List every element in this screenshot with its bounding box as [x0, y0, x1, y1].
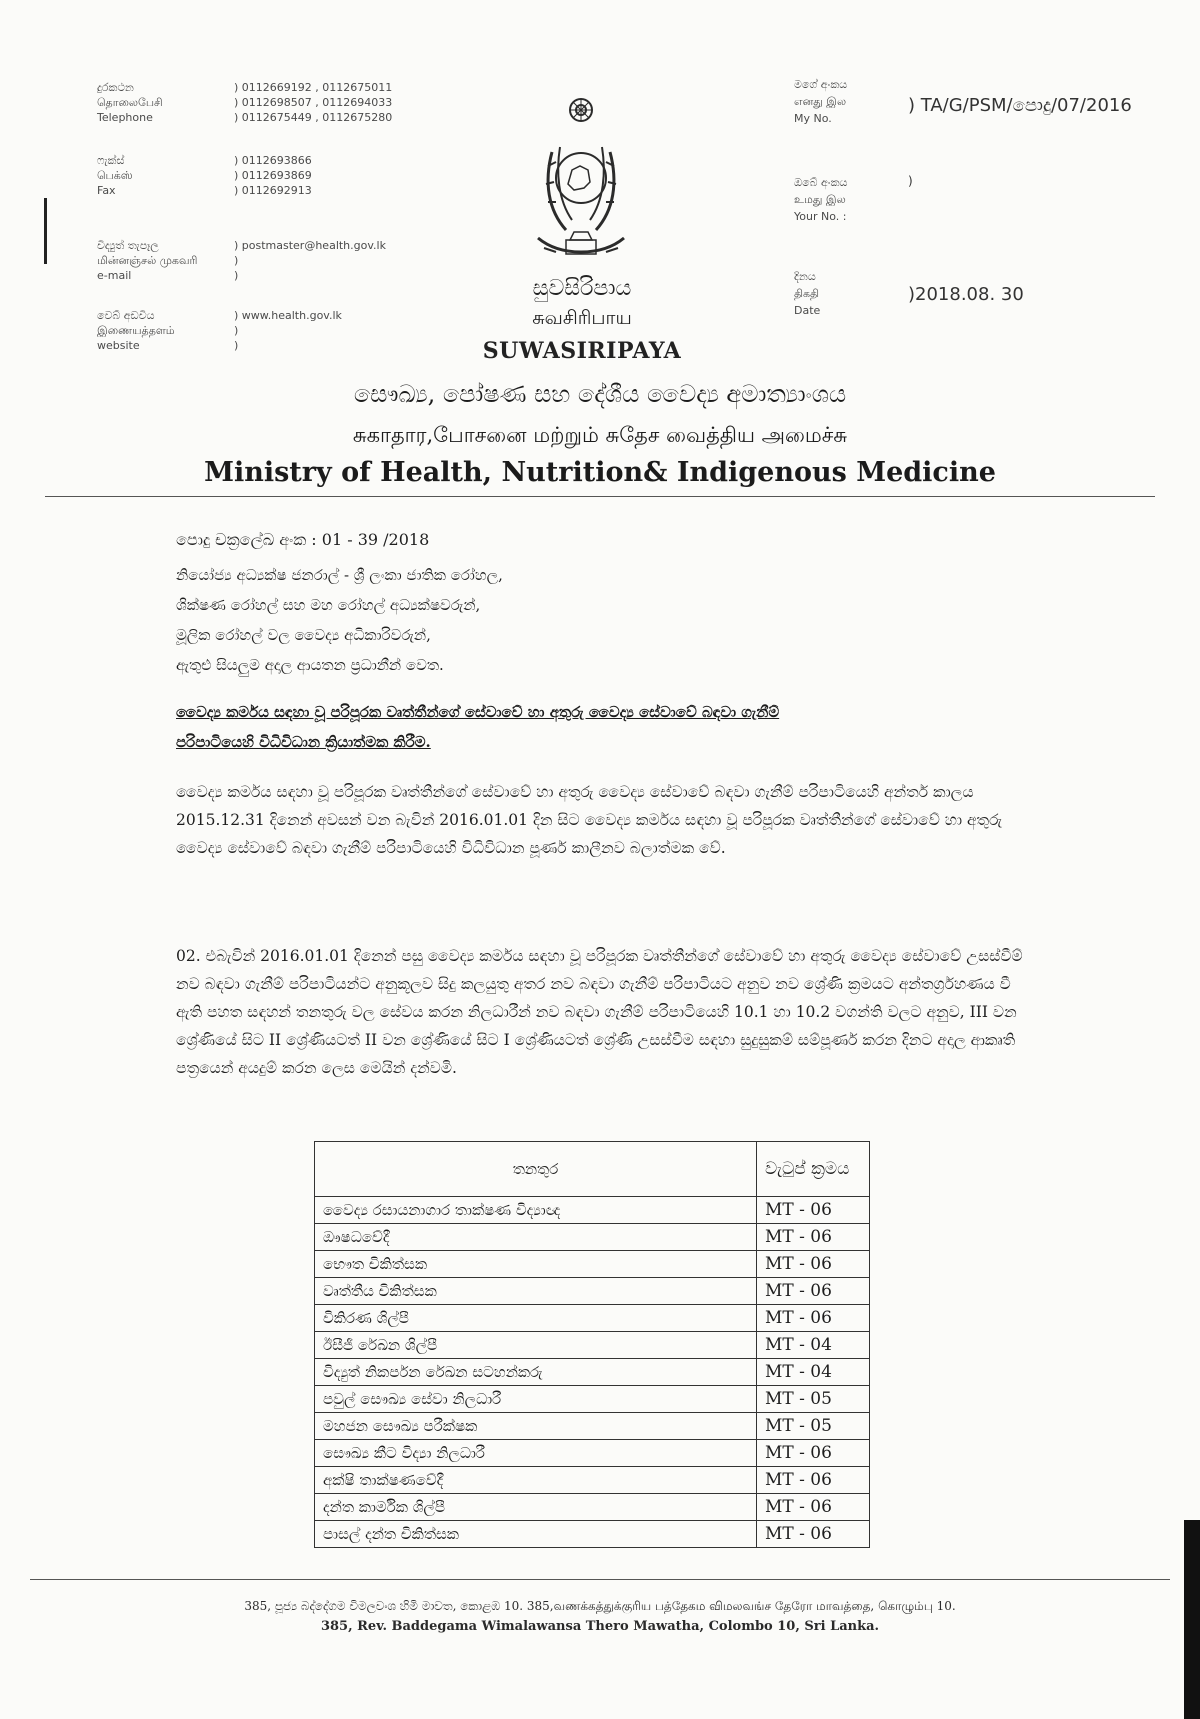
email-label-si: විද්‍යුත් තැපෑල: [97, 239, 159, 252]
brand-name-si: සුවසිරිපාය: [532, 276, 632, 301]
header-post: තනතුර: [315, 1142, 757, 1197]
salary-scale-cell: MT - 06: [757, 1197, 870, 1224]
telephone-value: ) 0112675449 , 0112675280: [234, 111, 393, 124]
post-cell: මහජන සෞඛ්‍ය පරීක්ෂක: [315, 1413, 757, 1440]
your-no-label-ta: உமது இல: [794, 193, 846, 206]
post-cell: භෞත චිකිත්සක: [315, 1251, 757, 1278]
salary-scale-cell: MT - 04: [757, 1332, 870, 1359]
table-row: [315, 1440, 870, 1467]
my-no-value: ) TA/G/PSM/පොදු/07/2016: [908, 95, 1132, 116]
website-label-ta: இணையத்தளம்: [97, 324, 175, 337]
salary-scale-cell: MT - 06: [757, 1224, 870, 1251]
ministry-name-ta: சுகாதார,போசனை மற்றும் சுதேச வைத்திய அமைச்சு: [352, 423, 848, 447]
telephone-label-en: Telephone: [97, 111, 153, 124]
brand-name-ta: சுவசிரிபாய: [532, 307, 632, 329]
telephone-value: ) 0112698507 , 0112694033: [234, 96, 393, 109]
email-value: ): [234, 269, 239, 282]
email-value: ): [234, 254, 239, 267]
addressee-line: ශික්ෂණ රෝහල් සහ මහ රෝහල් අධ්‍යක්ෂවරුන්,: [176, 596, 481, 614]
paragraph-2: 02. එබැවින් 2016.01.01 දිනෙන් පසු වෛද්‍ය කර්මය සඳහා වූ පරිපූරක වෘත්තීන්ගේ සේවාවේ හා අතුරු වෛද්‍ය සේවාවේ උසස්වීම් නව බඳවා ගැනීම් පරිපාටියන්ට අනුකූලව සිදු කලයුතු අතර නව බඳවා ගැනීම් පරිපාටියට අනුව නව ශ්‍රේණි ක්‍රමයට අන්තර්ග්‍රහණය වී ඇති පහත සඳහන් තනතුරු වල සේවය කරන නිලධාරීන් නව බඳවා ගැනීම් පරිපාටියෙහි 10.1 හා 10.2 වගන්ති වලට අනුව, III වන ශ්‍රේණියේ සිට II ශ්‍රේණියටත් II වන ශ්‍රේණියේ සිට I ශ්‍රේණියටත් ශ්‍රේණි උසස්වීම සඳහා සුදුසුකම් සම්පූර්ණ කරන දිනට අදාල ආකෘති පත්‍රයෙන් අයදුම් කරන ලෙස මෙයින් දන්වමි.: [176, 947, 1023, 1077]
table-row: [315, 1413, 870, 1440]
circular-number: පොදු චක්‍රලේඛ අංක : 01 - 39 /2018: [176, 530, 430, 549]
subject-line: වෛද්‍ය කර්මය සඳහා වූ පරිපූරක වෘත්තීන්ගේ සේවාවේ හා අතුරු වෛද්‍ය සේවාවේ බඳවා ගැනීම්: [176, 703, 780, 721]
paragraph-1: වෛද්‍ය කර්මය සඳහා වූ පරිපූරක වෘත්තීන්ගේ සේවාවේ හා අතුරු වෛද්‍ය සේවාවේ බඳවා ගැනීම් පරිපාටියෙහි අන්තර් කාලය 2015.12.31 දිනෙන් අවසන් වන බැවින් 2016.01.01 දින සිට වෛද්‍ය කර්මය සඳහා වූ පරිපූරක වෘත්තීන්ගේ සේවාවේ හා අතුරු වෛද්‍ය සේවාවේ බඳවා ගැනීම් පරිපාටියෙහි විධිවිධාන පූර්ණ කාලීනව බලාත්මක වේ.: [176, 783, 1003, 857]
fax-value: ) 0112693869: [234, 169, 312, 182]
fax-value: ) 0112693866: [234, 154, 312, 167]
salary-scale-cell: MT - 06: [757, 1440, 870, 1467]
scan-edge-bar: [1184, 1520, 1200, 1719]
addressee-line: ඇතුළු සියලුම අදාල ආයතන ප්‍රධානීන් වෙත.: [176, 656, 444, 674]
salary-scale-cell: MT - 06: [757, 1278, 870, 1305]
table-row: [315, 1359, 870, 1386]
ministry-name-en: Ministry of Health, Nutrition& Indigenous Medicine: [204, 457, 996, 488]
post-cell: ඖෂධවේදී: [315, 1224, 757, 1251]
post-cell: අක්ෂි තාක්ෂණවේදී: [315, 1467, 757, 1494]
email-label-en: e-mail: [97, 269, 132, 282]
salary-scale-cell: MT - 06: [757, 1251, 870, 1278]
post-cell: පවුල් සෞඛ්‍ය සේවා නිලධාරී: [315, 1386, 757, 1413]
website-value: ): [234, 339, 239, 352]
email-value: ) postmaster@health.gov.lk: [234, 239, 386, 252]
salary-scale-cell: MT - 04: [757, 1359, 870, 1386]
addressee-line: මූලික රෝහල් වල වෛද්‍ය අධිකාරිවරුන්,: [176, 626, 431, 644]
table-row: [315, 1332, 870, 1359]
telephone-label-si: දුරකථන: [97, 81, 134, 94]
salary-scale-cell: MT - 06: [757, 1467, 870, 1494]
post-cell: ඊසීජී රේඛන ශිල්පී: [315, 1332, 757, 1359]
salary-scale-cell: MT - 06: [757, 1494, 870, 1521]
your-no-label-si: ඔබේ අංකය: [794, 176, 848, 189]
post-cell: සෞඛ්‍ය කීට විද්‍යා නිලධාරී: [315, 1440, 757, 1467]
header-salary-scale: වැටුප් ක්‍රමය: [757, 1142, 870, 1197]
margin-mark: [44, 198, 47, 264]
post-cell: විකිරණ ශිල්පී: [315, 1305, 757, 1332]
table-row: [315, 1305, 870, 1332]
salary-scale-cell: MT - 06: [757, 1305, 870, 1332]
table-row: [315, 1251, 870, 1278]
website-value: ) www.health.gov.lk: [234, 309, 342, 322]
table-header-row: [315, 1142, 870, 1197]
telephone-value: ) 0112669192 , 0112675011: [234, 81, 393, 94]
post-cell: වෘත්තීය චිකිත්සක: [315, 1278, 757, 1305]
brand-name-en: SUWASIRIPAYA: [482, 338, 682, 364]
post-cell: පාසල් දන්ත චිකිත්සක: [315, 1521, 757, 1548]
my-no-label-si: මගේ අංකය: [794, 78, 848, 91]
date-label-ta: திகதி: [794, 287, 820, 300]
date-label-en: Date: [794, 304, 821, 317]
ministry-name-si: සෞඛ්‍ය, පෝෂණ සහ දේශීය වෛද්‍ය අමාත්‍යාංශය: [353, 380, 847, 408]
footer-address-en: 385, Rev. Baddegama Wimalawansa Thero Mawatha, Colombo 10, Sri Lanka.: [320, 1619, 880, 1634]
header-divider: [45, 496, 1155, 497]
my-no-label-en: My No.: [794, 112, 832, 125]
addressee-line: නියෝජ්‍ය අධ්‍යක්ෂ ජනරාල් - ශ්‍රී ලංකා ජාතික රෝහල,: [176, 566, 503, 584]
table-row: [315, 1224, 870, 1251]
sri-lanka-emblem-icon: [520, 92, 642, 264]
your-no-label-en: Your No. :: [794, 210, 847, 223]
website-label-si: වෙබ් අඩවිය: [97, 309, 155, 322]
table-row: [315, 1278, 870, 1305]
table-row: [315, 1467, 870, 1494]
my-no-label-ta: எனது இல: [794, 95, 847, 108]
post-cell: වෛද්‍ය රසායනාගාර තාක්ෂණ විද්‍යාඥ: [315, 1197, 757, 1224]
table-row: [315, 1521, 870, 1548]
date-label-si: දිනය: [794, 270, 816, 283]
table-row: [315, 1197, 870, 1224]
footer-divider: [30, 1579, 1170, 1580]
fax-label-en: Fax: [97, 184, 116, 197]
post-cell: විද්‍යුත් නිකර්පන රේඛන සටහන්කරු: [315, 1359, 757, 1386]
telephone-label-ta: தொலைபேசி: [97, 96, 163, 109]
post-cell: දන්ත කාර්මික ශිල්පී: [315, 1494, 757, 1521]
website-value: ): [234, 324, 239, 337]
footer-address-si-ta: 385, පූජ්‍ය බද්දේගම විමලවංශ හිමි මාවත, කොළඹ 10. 385,வணக்கத்துக்குரிய பத்தேகம விமலவங்ச தேரோ மாவத்தை, கொழும்பு 10.: [244, 1599, 956, 1613]
fax-label-si: ෆැක්ස්: [97, 154, 125, 167]
fax-label-ta: பெக்ஸ்: [97, 169, 133, 182]
salary-scale-cell: MT - 06: [757, 1521, 870, 1548]
salary-scale-cell: MT - 05: [757, 1386, 870, 1413]
website-label-en: website: [97, 339, 140, 352]
table-row: [315, 1494, 870, 1521]
table-row: [315, 1386, 870, 1413]
table-body: [315, 1197, 870, 1548]
fax-value: ) 0112692913: [234, 184, 312, 197]
email-label-ta: மின்னஞ்சல் முகவரி: [97, 254, 198, 267]
date-value: )2018.08. 30: [908, 284, 1024, 305]
your-no-value: ): [908, 174, 913, 188]
salary-scale-cell: MT - 05: [757, 1413, 870, 1440]
subject-line: පරිපාටියෙහි විධිවිධාන ක්‍රියාත්මක කිරීම.: [176, 733, 431, 751]
salary-scale-table: [314, 1141, 870, 1548]
